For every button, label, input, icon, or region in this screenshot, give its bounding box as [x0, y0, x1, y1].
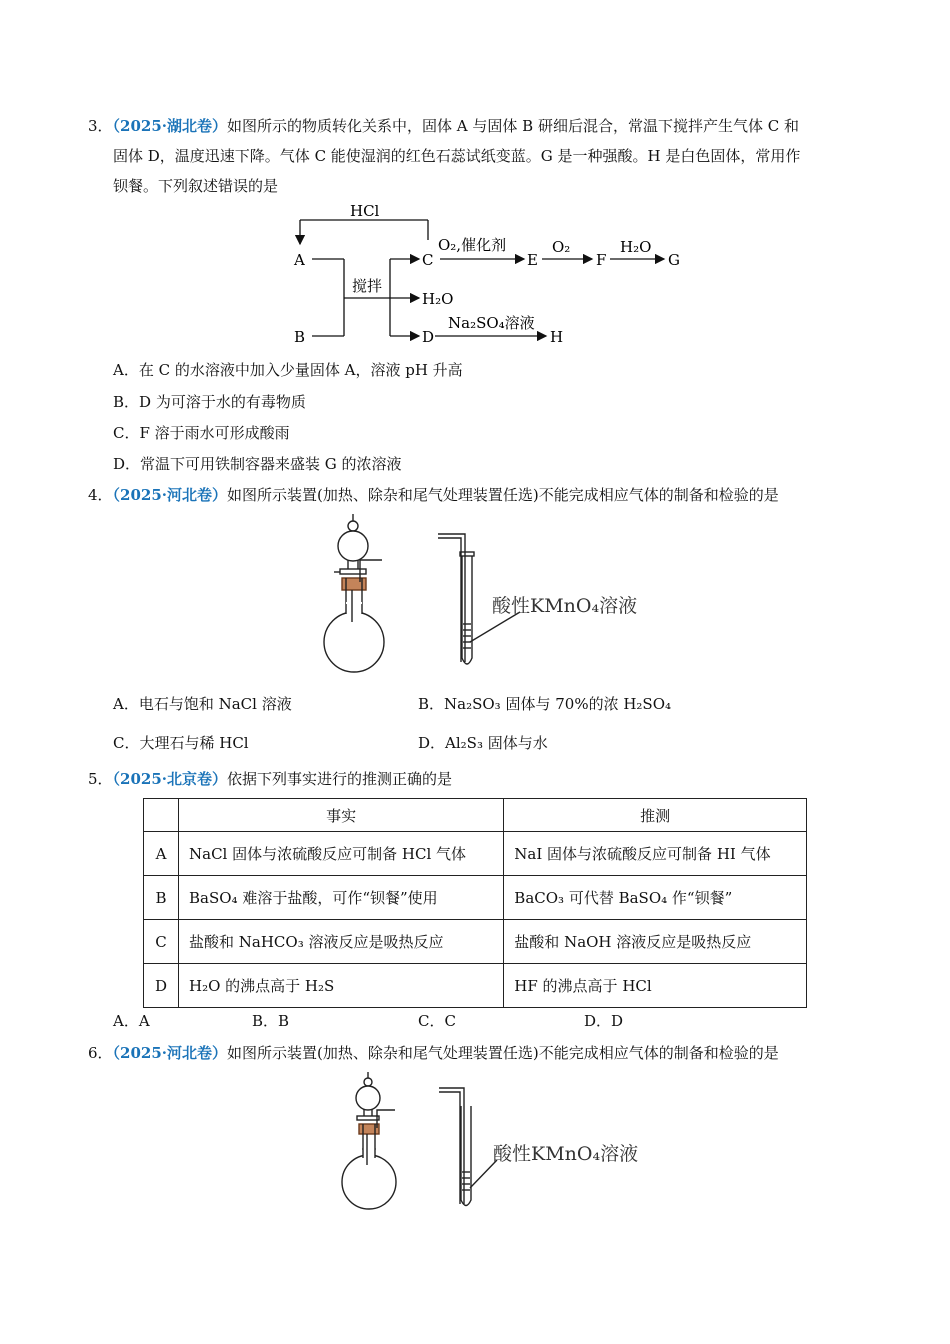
- table-cell-key: D: [144, 964, 179, 1008]
- q4-option-a[interactable]: A．电石与饱和 NaCl 溶液: [113, 695, 292, 713]
- table-cell-fact: NaCl 固体与浓硫酸反应可制备 HCl 气体: [179, 832, 504, 876]
- q3-h2o-product: H₂O: [422, 290, 454, 308]
- q3-node-d: D: [422, 328, 435, 346]
- q5-option-b[interactable]: B．B: [252, 1012, 290, 1030]
- table-cell-key: C: [144, 920, 179, 964]
- q3-conversion-diagram: [280, 200, 700, 350]
- q3-source: （2025·湖北卷）: [112, 117, 228, 135]
- q3-stir-label: 搅拌: [352, 277, 383, 295]
- q3-node-e: E: [527, 251, 538, 269]
- table-header-inference: 推测: [504, 799, 807, 832]
- q3-stem-line3: 钡餐。下列叙述错误的是: [113, 177, 279, 195]
- q3-node-a: A: [294, 251, 305, 269]
- q3-hcl-label: HCl: [350, 202, 380, 220]
- q5-stem: [88, 768, 452, 790]
- q5-option-c[interactable]: C．C: [418, 1012, 456, 1030]
- q3-node-c: C: [422, 251, 434, 269]
- q5-source: （2025·北京卷）: [112, 770, 228, 788]
- q3-node-f: F: [596, 251, 607, 269]
- table-cell-key: A: [144, 832, 179, 876]
- q6-source: （2025·河北卷）: [112, 1044, 228, 1062]
- q3-node-h: H: [550, 328, 564, 346]
- q4-reagent-label: 酸性KMnO₄溶液: [492, 595, 638, 617]
- q3-stem-line2: 固体 D，温度迅速下降。气体 C 能使湿润的红色石蕊试纸变蓝。G 是一种强酸。H 是白色固体，常用作: [113, 147, 801, 165]
- q3-number: 3．: [88, 117, 113, 135]
- table-cell-fact: BaSO₄ 难溶于盐酸，可作“钡餐”使用: [179, 876, 504, 920]
- table-cell-inference: BaCO₃ 可代替 BaSO₄ 作“钡餐”: [504, 876, 807, 920]
- q3-node-b: B: [294, 328, 306, 346]
- q3-node-g: G: [668, 251, 680, 269]
- q3-stem-line1: [88, 115, 799, 137]
- q6-reagent-label: 酸性KMnO₄溶液: [493, 1143, 639, 1165]
- q3-option-a[interactable]: A．在 C 的水溶液中加入少量固体 A，溶液 pH 升高: [113, 361, 463, 379]
- q4-number: 4．: [88, 486, 113, 504]
- table-row: [144, 876, 807, 920]
- q3-cond-fg: H₂O: [620, 238, 652, 256]
- table-cell-inference: HF 的沸点高于 HCl: [504, 964, 807, 1008]
- q3-option-b[interactable]: B．D 为可溶于水的有毒物质: [113, 393, 306, 411]
- table-row: [144, 832, 807, 876]
- q4-stem-text: 如图所示装置(加热、除杂和尾气处理装置任选)不能完成相应气体的制备和检验的是: [227, 486, 779, 504]
- q5-number: 5．: [88, 770, 113, 788]
- table-cell-fact: 盐酸和 NaHCO₃ 溶液反应是吸热反应: [179, 920, 504, 964]
- table-cell-inference: NaI 固体与浓硫酸反应可制备 HI 气体: [504, 832, 807, 876]
- q3-option-d[interactable]: D．常温下可用铁制容器来盛装 G 的浓溶液: [113, 455, 402, 473]
- q5-table: [143, 798, 807, 1008]
- q5-option-a[interactable]: A．A: [113, 1012, 150, 1030]
- q3-option-c[interactable]: C．F 溶于雨水可形成酸雨: [113, 424, 290, 442]
- q3-cond-ce: O₂,催化剂: [438, 236, 507, 254]
- table-header-fact: 事实: [179, 799, 504, 832]
- q6-apparatus: [335, 1070, 665, 1220]
- table-cell-key: B: [144, 876, 179, 920]
- q6-stem-text: 如图所示装置(加热、除杂和尾气处理装置任选)不能完成相应气体的制备和检验的是: [227, 1044, 779, 1062]
- q4-stem: [88, 484, 779, 506]
- table-row: [144, 920, 807, 964]
- q5-option-d[interactable]: D．D: [584, 1012, 624, 1030]
- q3-stem-text1: 如图所示的物质转化关系中，固体 A 与固体 B 研细后混合，常温下搅拌产生气体 C 和: [227, 117, 799, 135]
- table-row: [144, 964, 807, 1008]
- q3-cond-dh: Na₂SO₄溶液: [448, 314, 535, 332]
- table-cell-inference: 盐酸和 NaOH 溶液反应是吸热反应: [504, 920, 807, 964]
- q6-number: 6．: [88, 1044, 113, 1062]
- q5-stem-text: 依据下列事实进行的推测正确的是: [227, 770, 453, 788]
- q6-stem: [88, 1042, 779, 1064]
- q3-cond-ef: O₂: [552, 238, 571, 256]
- q4-source: （2025·河北卷）: [112, 486, 228, 504]
- q4-option-b[interactable]: B．Na₂SO₃ 固体与 70%的浓 H₂SO₄: [418, 695, 672, 713]
- q4-apparatus: [320, 512, 670, 682]
- q4-option-c[interactable]: C．大理石与稀 HCl: [113, 734, 249, 752]
- table-cell-fact: H₂O 的沸点高于 H₂S: [179, 964, 504, 1008]
- table-header-row: [144, 799, 807, 832]
- table-header-cell: [144, 799, 179, 832]
- q4-option-d[interactable]: D．Al₂S₃ 固体与水: [418, 734, 548, 752]
